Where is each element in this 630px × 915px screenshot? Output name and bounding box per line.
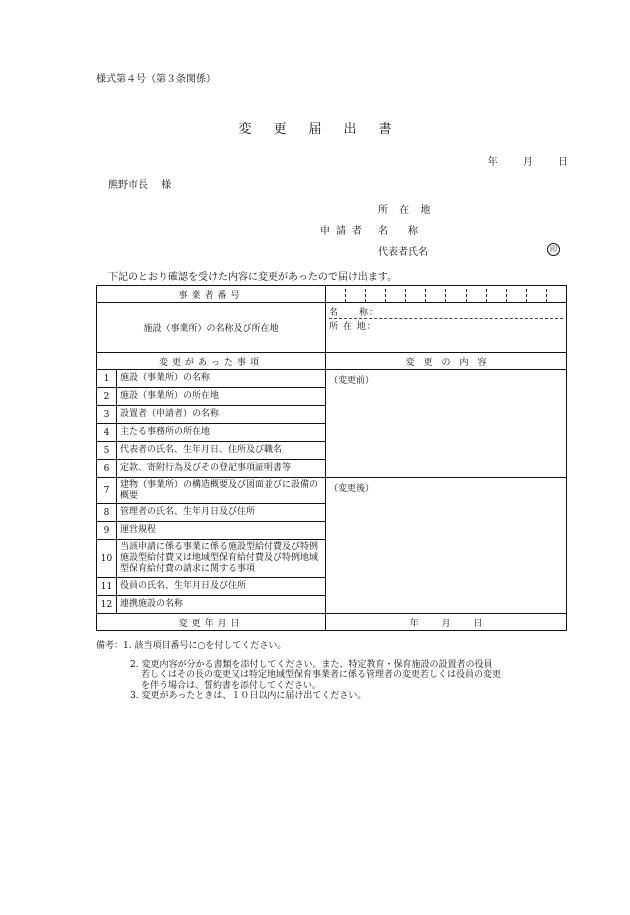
item-number[interactable]: 2 <box>97 388 117 406</box>
item-number[interactable]: 7 <box>97 478 117 504</box>
item-number[interactable]: 10 <box>97 540 117 578</box>
item-label: 代表者の氏名、生年月日、住所及び職名 <box>117 442 326 460</box>
note-2b: 若しくはその長の変更又は特定地域型保育事業者に係る管理者の変更若しくは役員の変更 <box>141 670 502 680</box>
facility-address-label: 所 在 地： <box>329 322 377 332</box>
change-content-header: 変 更 の 内 容 <box>326 353 567 370</box>
item-number[interactable]: 1 <box>97 370 117 388</box>
applicant-address-label: 所 在 地 <box>378 205 431 216</box>
note-1: 1. 該当項目番号に○を付してください。 <box>123 641 287 651</box>
item-label: 管理者の氏名、生年月日及び住所 <box>117 504 326 522</box>
notes <box>96 641 566 702</box>
applicant-group-label: 申請者 <box>320 226 368 237</box>
after-change-field[interactable] <box>326 478 567 614</box>
business-no-label: 事業者番号 <box>97 286 326 303</box>
before-change-field[interactable] <box>326 370 567 478</box>
facility-label: 施設（事業所）の名称及び所在地 <box>97 303 326 353</box>
item-number[interactable]: 11 <box>97 578 117 596</box>
item-label: 役員の氏名、生年月日及び住所 <box>117 578 326 596</box>
note-2c: を伴う場合は、誓約書を添付してください。 <box>141 680 322 691</box>
item-number[interactable]: 8 <box>97 504 117 522</box>
before-label: （変更前） <box>329 376 375 386</box>
facility-name-address-field[interactable] <box>326 303 567 353</box>
item-label: 建物（事業所）の構造概要及び図面並びに設備の概要 <box>117 478 326 504</box>
business-no-field[interactable] <box>326 286 567 303</box>
submission-date: 年 月 日 <box>487 157 568 168</box>
addressee: 熊野市長 様 <box>108 180 172 191</box>
facility-name-label: 名 称： <box>329 305 563 319</box>
item-label: 設置者（申請者）の名称 <box>117 406 326 424</box>
notes-prefix: 備考： <box>96 641 124 651</box>
after-label: （変更後） <box>329 484 375 494</box>
applicant-name-label: 名 称 <box>378 226 418 237</box>
change-form-table <box>96 285 567 631</box>
item-number[interactable]: 4 <box>97 424 117 442</box>
change-date-label: 変更年月日 <box>97 614 326 631</box>
note-3: 3. 変更があったときは、１０日以内に届け出てください。 <box>130 691 367 701</box>
note-2a: 2. 変更内容が分かる書類を添付してください。また、特定教育・保育施設の設置者の役員 <box>130 659 493 670</box>
item-label: 施設（事業所）の名称 <box>117 370 326 388</box>
item-label: 主たる事務所の所在地 <box>117 424 326 442</box>
item-label: 施設（事業所）の所在地 <box>117 388 326 406</box>
item-label: 定款、寄附行為及びその登記事項証明書等 <box>117 460 326 478</box>
item-label: 連携施設の名称 <box>117 596 326 614</box>
change-date-field[interactable]: 年 月 日 <box>326 614 567 631</box>
intro-text: 下記のとおり確認を受けた内容に変更があったので届け出ます。 <box>108 272 398 283</box>
seal-mark: 印 <box>547 243 560 256</box>
item-number[interactable]: 3 <box>97 406 117 424</box>
item-label: 運営規程 <box>117 522 326 540</box>
item-number[interactable]: 12 <box>97 596 117 614</box>
item-number[interactable]: 9 <box>97 522 117 540</box>
item-number[interactable]: 5 <box>97 442 117 460</box>
item-label: 当該申請に係る事業に係る施設型給付費及び特例施設型給付費又は地域型保育給付費及び特例地域型保育給付費の請求に関する事項 <box>117 540 326 578</box>
changed-items-header: 変更があった事項 <box>97 353 326 370</box>
form-id: 様式第４号（第３条関係） <box>96 74 216 85</box>
item-number[interactable]: 6 <box>97 460 117 478</box>
page-title: 変更届出書 <box>238 122 414 137</box>
applicant-rep-label: 代表者氏名 <box>378 247 428 258</box>
